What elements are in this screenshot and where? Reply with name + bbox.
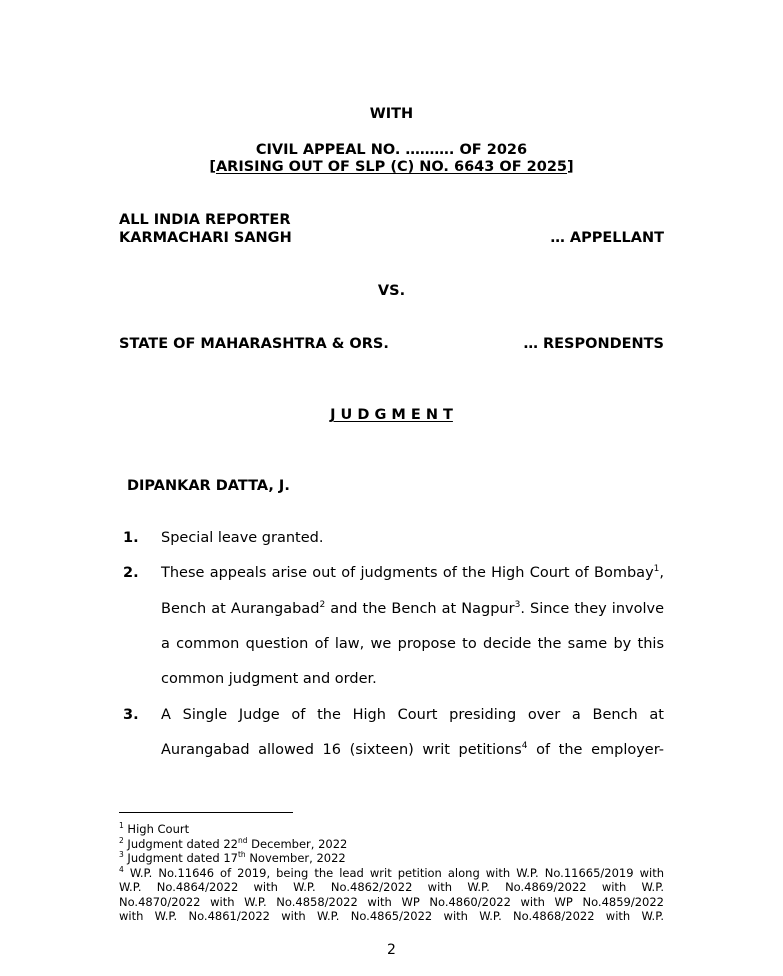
footnote-4-text-1: W.P. No.11646 of 2019, being the lead writ petition along with W.P. No.11665/2019 with (123, 865, 664, 880)
footnote-2-text-a: Judgment dated 22 (123, 836, 238, 851)
footnote-ref-4[interactable]: 4 (521, 741, 528, 751)
p3-line2-b: of the employer- (527, 742, 664, 758)
paragraph-2-line-3: a common question of law, we propose to decide the same by this (161, 636, 664, 652)
appellant-role: … APPELLANT (550, 230, 664, 246)
footnote-3 (119, 851, 664, 866)
respondent-name: STATE OF MAHARASHTRA & ORS. (119, 336, 389, 352)
paragraph-number-2: 2. (123, 565, 139, 581)
footnote-mark-1: 1 (119, 821, 124, 830)
footnote-4-line-1 (119, 866, 664, 881)
footnote-mark-2: 2 (119, 835, 124, 845)
page-number: 2 (387, 942, 396, 958)
paragraph-2-line-2 (161, 600, 664, 618)
footnote-4-line-2: W.P. No.4864/2022 with W.P. No.4862/2022 with W.P. No.4869/2022 with W.P. (119, 880, 664, 894)
paragraph-2-line-1 (161, 564, 664, 582)
paragraph-3-line-2 (161, 741, 664, 759)
judge-name: DIPANKAR DATTA, J. (127, 478, 290, 494)
footnote-1-text: High Court (123, 822, 190, 836)
judgment-heading (0, 406, 783, 424)
arising-text: ARISING OUT OF SLP (C) NO. 6643 OF 2025 (215, 159, 568, 175)
p2-line1-text: These appeals arise out of judgments of the High Court of Bombay (161, 565, 654, 581)
case-number: CIVIL APPEAL NO. ………. OF 2026 (255, 142, 528, 158)
p2-line2-a: Bench at Aurangabad (161, 601, 320, 617)
footnote-2-ordinal: nd (237, 835, 248, 845)
bracket-close: ] (567, 159, 574, 175)
p3-line2-a: Aurangabad allowed 16 (sixteen) writ petitions (161, 742, 522, 758)
arising-out-of (0, 158, 783, 176)
footnote-3-ordinal: th (237, 850, 246, 859)
footnote-ref-3[interactable]: 3 (514, 600, 521, 610)
judgment-heading-text: J U D G M E N T (330, 407, 453, 423)
bracket-open: [ (209, 159, 216, 175)
appellant-name-line2: KARMACHARI SANGH (119, 230, 292, 246)
footnote-2 (119, 837, 664, 852)
with-heading: WITH (369, 106, 414, 122)
footnote-mark-3: 3 (119, 850, 124, 859)
respondent-role: … RESPONDENTS (523, 336, 664, 352)
paragraph-3-line-1: A Single Judge of the High Court presiding over a Bench at (161, 707, 664, 723)
footnote-3-text-b: November, 2022 (245, 851, 346, 865)
footnote-ref-2[interactable]: 2 (319, 600, 326, 610)
versus: VS. (377, 283, 406, 299)
footnote-4-line-4: with W.P. No.4861/2022 with W.P. No.4865/2022 with W.P. No.4868/2022 with W.P. (119, 909, 664, 923)
footnote-mark-4: 4 (119, 864, 124, 874)
footnote-ref-1[interactable]: 1 (653, 564, 660, 574)
paragraph-number-3: 3. (123, 707, 139, 723)
footnote-2-text-b: December, 2022 (247, 836, 348, 851)
paragraph-1-text: Special leave granted. (161, 530, 324, 546)
paragraph-2-line-4: common judgment and order. (161, 671, 377, 687)
footnote-3-text-a: Judgment dated 17 (123, 851, 238, 865)
p2-line1-tail: , (659, 565, 664, 581)
footnote-separator (119, 812, 293, 813)
footnote-1 (119, 822, 664, 837)
p2-line2-c: . Since they involve (520, 601, 664, 617)
p2-line2-b: and the Bench at Nagpur (325, 601, 515, 617)
appellant-name-line1: ALL INDIA REPORTER (119, 212, 291, 228)
footnote-4-line-3: No.4870/2022 with W.P. No.4858/2022 with WP No.4860/2022 with WP No.4859/2022 (119, 894, 664, 909)
paragraph-number-1: 1. (123, 530, 139, 546)
